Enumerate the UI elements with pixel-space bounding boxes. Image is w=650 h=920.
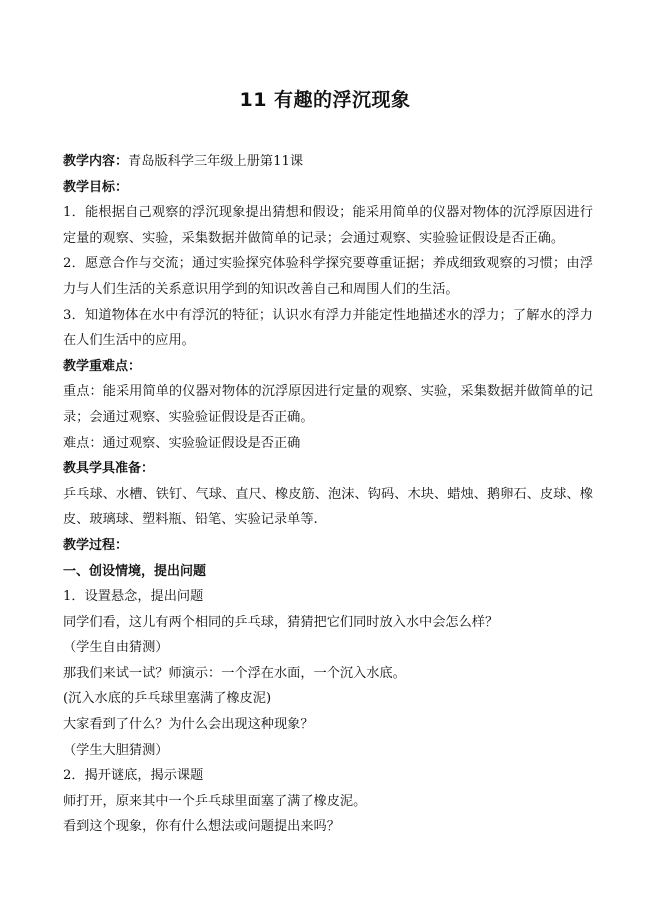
difficult-point-text: 难点：通过观察、实验验证假设是否正确 [63, 435, 301, 451]
teaching-content-value: 青岛版科学三年级上册第11课 [128, 154, 304, 169]
process-line: 1．设置悬念，提出问题 [63, 589, 204, 605]
teaching-content-label: 教学内容： [63, 154, 129, 169]
key-points-heading: 教学重难点： [63, 358, 142, 374]
objectives-heading: 教学目标： [63, 179, 129, 195]
process-line: （学生自由猜测） [63, 640, 169, 656]
process-line: 2．揭开谜底，揭示课题 [63, 768, 204, 784]
lesson-title: 11 有趣的浮沉现象 [239, 89, 411, 111]
objective-item-1: 1．能根据自己观察的浮沉现象提出猜想和假设；能采用简单的仪器对物体的沉浮原因进行定量的观察、实验，采集数据并做简单的记录；会通过观察、实验验证假设是否正确。 [63, 205, 593, 246]
process-line: 同学们看，这儿有两个相同的乒乓球，猜猜把它们同时放入水中会怎么样？ [63, 614, 499, 630]
objective-item-3: 3．知道物体在水中有浮沉的特征；认识水有浮力并能定性地描述水的浮力；了解水的浮力在人们生活中的应用。 [63, 307, 593, 349]
process-line: (沉入水底的乒乓球里塞满了橡皮泥) [63, 691, 272, 707]
section-1-heading: 一、创设情境，提出问题 [63, 563, 207, 579]
teaching-content-line [63, 149, 593, 175]
process-heading: 教学过程： [63, 537, 129, 553]
process-line: 师打开，原来其中一个乒乓球里面塞了满了橡皮泥。 [63, 793, 367, 809]
objective-item-2: 2．愿意合作与交流；通过实验探究体验科学探究要尊重证据；养成细致观察的习惯；由浮力与人们生活的关系意识用学到的知识改善自己和周围人们的生活。 [63, 256, 593, 297]
process-line: 大家看到了什么？为什么会出现这种现象？ [63, 717, 314, 733]
process-line: 那我们来试一试？师演示：一个浮在水面，一个沉入水底。 [63, 665, 406, 681]
materials-heading: 教具学具准备： [63, 461, 155, 477]
document-body [63, 149, 593, 840]
key-point-text: 重点：能采用简单的仪器对物体的沉浮原因进行定量的观察、实验，采集数据并做简单的记录；会通过观察、实验验证假设是否正确。 [63, 384, 593, 425]
process-line: 看到这个现象，你有什么想法或问题提出来吗？ [63, 819, 340, 835]
process-line: （学生大胆猜测） [63, 742, 169, 758]
materials-text: 乒乓球、水槽、铁钉、气球、直尺、橡皮筋、泡沫、钩码、木块、蜡烛、鹅卵石、皮球、橡皮、玻璃球、塑料瓶、铅笔、实验记录单等. [63, 486, 593, 528]
